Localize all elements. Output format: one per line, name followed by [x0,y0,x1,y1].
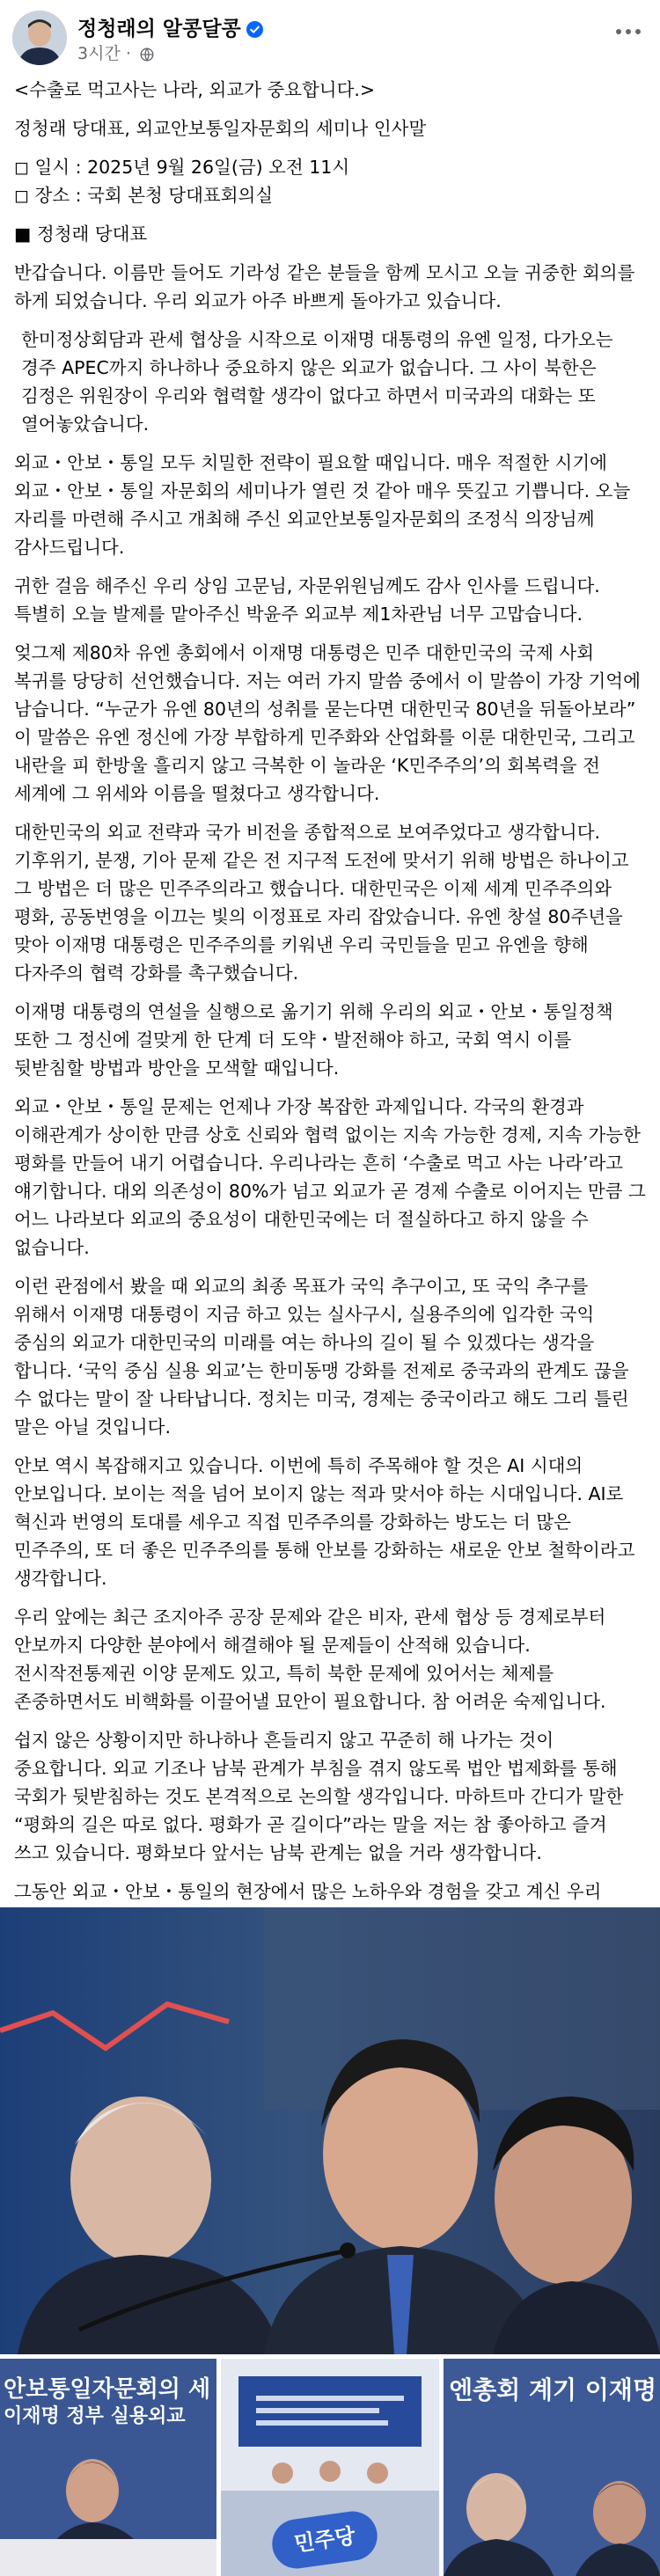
banner-text-line1: 엔총회 계기 이재명 [449,2375,656,2404]
more-dots-icon [615,28,642,35]
thumbnail-banner [444,2366,660,2427]
speech-paragraph: 귀한 걸음 해주신 우리 상임 고문님, 자문위원님께도 감사 인사를 드립니다. 특별히 오늘 발제를 맡아주신 박윤주 외교부 제1차관님 너무 고맙습니다. [14,575,600,625]
speaker-label: ■ 정청래 당대표 [14,223,148,245]
speech-paragraph: 그동안 외교・안보・통일의 현장에서 많은 노하우와 경험을 갖고 계신 우리 [14,1881,602,1902]
thumbnail-banner [0,2366,216,2427]
speech-paragraph: 쉽지 않은 상황이지만 하나하나 흔들리지 않고 꾸준히 해 나가는 것이 중요합니다. 외교 기조나 남북 관계가 부침을 겪지 않도록 법안 법제화를 통해 국회가 뒷받침하는 것도 본격적으로 논의할 생각입니다. 마하트마 간디가 말한 “평화의 길은 따로 없다. 평화가 곧 길이다”라는 말을 저는 참 좋아하고 즐겨 쓰고 있습니다. 평화보다 앞서는 남북 관계는 없을 거라 생각합니다. [14,1730,624,1863]
speech-paragraph: 우리 앞에는 최근 조지아주 공장 문제와 같은 비자, 관세 협상 등 경제로부터 안보까지 다양한 분야에서 해결해야 될 문제들이 산적해 있습니다. 전시작전통제권 이양 문제도 있고, 특히 북한 문제에 있어서는 체제를 존중하면서도 비핵화를 이끌어낼 묘안이 필요합니다. 참 어려운 숙제입니다. [14,1606,606,1712]
meta-separator: · [125,44,136,63]
meeting-photo-illustration [0,1907,660,2354]
avatar-photo-icon [12,11,67,65]
speech-paragraph: 반갑습니다. 이름만 들어도 기라성 같은 분들을 함께 모시고 오늘 귀중한 회의를 하게 되었습니다. 우리 외교가 아주 바쁘게 돌아가고 있습니다. [14,262,635,311]
thumbnail-photo-1[interactable] [0,2359,216,2576]
speech-paragraph: 이런 관점에서 봤을 때 외교의 최종 목표가 국익 추구이고, 또 국익 추구를 위해서 이재명 대통령이 지금 하고 있는 실사구시, 실용주의에 입각한 국익 중심의 외교가 대한민국의 미래를 여는 하나의 길이 될 수 있겠다는 생각을 합니다. ‘국익 중심 실용 외교’는 한미동맹 강화를 전제로 중국과의 관계도 끊을 수 없다는 말이 잘 나타납니다. 정치는 미국, 경제는 중국이라고 해도 그리 틀린 말은 아닐 것입니다. [14,1276,629,1438]
speech-paragraph: 엊그제 제80차 유엔 총회에서 이재명 대통령은 민주 대한민국의 국제 사회 복귀를 당당히 선언했습니다. 저는 여러 가지 말씀 중에서 이 말씀이 가장 기억에 남습니다. “누군가 유엔 80년의 성취를 묻는다면 대한민국 80년을 뒤돌아보라” 이 말씀은 유엔 정신에 가장 부합하게 민주화와 산업화를 이룬 대한민국, 그리고 내란을 피 한방울 흘리지 않고 극복한 이 놀라운 ‘K민주주의’의 회복력을 전 세계에 그 위세와 이름을 떨쳤다고 생각합니다. [14,642,641,804]
author-name-row[interactable] [77,12,263,41]
speech-paragraph: 이재명 대통령의 연설을 실행으로 옮기기 위해 우리의 외교・안보・통일정책 또한 그 정신에 걸맞게 한 단계 더 도약・발전해야 하고, 국회 역시 이를 뒷받침할 방법과 방안을 모색할 때입니다. [14,1001,613,1079]
post-subtitle: 정청래 당대표, 외교안보통일자문회의 세미나 인사말 [14,118,427,139]
event-date: ◻ 일시 : 2025년 9월 26일(금) 오전 11시 [14,157,350,178]
globe-icon [140,48,154,62]
thumbnail-photo-2[interactable] [221,2359,439,2576]
speech-paragraph: 대한민국의 외교 전략과 국가 비전을 종합적으로 보여주었다고 생각합니다. 기후위기, 분쟁, 기아 문제 같은 전 지구적 도전에 맞서기 위해 방법은 하나이고 그 방법은 더 많은 민주주의라고 했습니다. 대한민국은 이제 세계 민주주의와 평화, 공동번영을 이끄는 빛의 이정표로 자리 잡았습니다. 유엔 창설 80주년을 맞아 이재명 대통령은 민주주의를 키워낸 우리 국민들을 믿고 유엔을 향해 다자주의 협력 강화를 촉구했습니다. [14,822,629,984]
post-header [0,0,660,76]
event-place: ◻ 장소 : 국회 본청 당대표회의실 [14,185,274,206]
post-body [0,76,660,2018]
main-photo[interactable] [0,1907,660,2354]
photo-grid [0,1907,660,2576]
post-headline: <수출로 먹고사는 나라, 외교가 중요합니다.> [14,79,376,100]
speech-paragraph: 외교・안보・통일 문제는 언제나 가장 복잡한 과제입니다. 각국의 환경과 이해관계가 상이한 만큼 상호 신뢰와 협력 없이는 지속 가능한 경제, 지속 가능한 평화를 만들어 내기 어렵습니다. 우리나라는 흔히 ‘수출로 먹고 사는 나라’라고 얘기합니다. 대외 의존성이 80%가 넘고 외교가 곧 경제 수출로 이어지는 만큼 그 어느 나라보다 외교의 중요성이 대한민국에는 더 절실하다고 하지 않을 수 없습니다. [14,1096,646,1258]
speech-paragraph: 외교・안보・통일 모두 치밀한 전략이 필요할 때입니다. 매우 적절한 시기에 외교・안보・통일 자문회의 세미나가 열린 것 같아 매우 뜻깊고 기쁩니다. 오늘 자리를 마련해 주시고 개최해 주신 외교안보통일자문회의 조정식 의장님께 감사드립니다. [14,452,631,558]
post-time[interactable]: 3시간 [77,44,121,63]
author-name[interactable]: 정청래의 알콩달콩 [77,18,241,40]
speech-paragraph: 한미정상회담과 관세 협상을 시작으로 이재명 대통령의 유엔 일정, 다가오는 경주 APEC까지 하나하나 중요하지 않은 외교가 없습니다. 그 사이 북한은 김정은 위원장이 우리와 협력할 생각이 없다고 하면서 미국과의 대화는 또 열어놓았습니다. [21,329,613,435]
thumbnail-photo-3[interactable] [444,2359,660,2576]
author-avatar[interactable] [12,11,67,65]
post-meta [77,40,154,64]
verified-badge-icon [246,21,263,38]
more-options-button[interactable] [611,14,646,49]
speech-paragraph: 안보 역시 복잡해지고 있습니다. 이번에 특히 주목해야 할 것은 AI 시대의 안보입니다. 보이는 적을 넘어 보이지 않는 적과 맞서야 하는 시대입니다. AI로 혁신과 번영의 토대를 세우고 직접 민주주의를 강화하는 방도는 더 많은 민주주의, 또 더 좋은 민주주의를 통해 안보를 강화하는 새로운 안보 철학이라고 생각합니다. [14,1455,635,1589]
banner-text-line1: 안보통일자문회의 세 [4,2376,211,2403]
party-logo: 민주당 [269,2508,381,2572]
banner-text-line2: 이재명 정부 실용외교 [4,2405,186,2427]
